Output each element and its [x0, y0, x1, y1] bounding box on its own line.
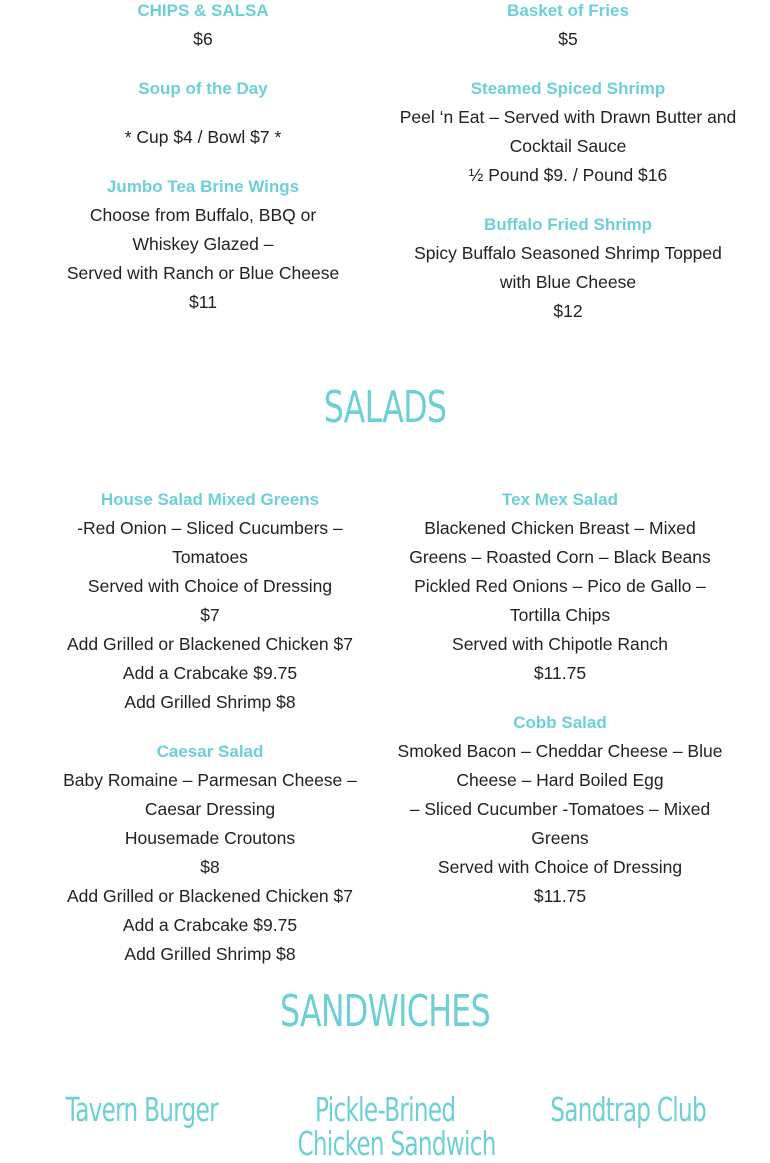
- sandwich-title-tavern-burger: [22, 1090, 262, 1129]
- item-line: Add Grilled or Blackened Chicken $7: [67, 886, 353, 906]
- item-line: with Blue Cheese: [499, 272, 637, 292]
- menu-item: [55, 737, 365, 969]
- item-title: Buffalo Fried Shrimp: [483, 215, 653, 234]
- item-line: Cocktail Sauce: [509, 136, 627, 156]
- item-line: Choose from Buffalo, BBQ or: [89, 205, 317, 225]
- item-line: – Sliced Cucumber -Tomatoes – Mixed: [409, 799, 711, 819]
- salads-right-column: [395, 485, 725, 931]
- item-title: Tex Mex Salad: [502, 490, 618, 509]
- item-price: $5: [558, 29, 578, 49]
- item-line: Add Grilled Shrimp $8: [124, 944, 296, 964]
- sandwich-title-text: Sandtrap Club: [550, 1090, 706, 1129]
- item-title: Steamed Spiced Shrimp: [470, 79, 666, 98]
- item-line: Greens: [531, 828, 589, 848]
- item-line: Served with Chipotle Ranch: [452, 634, 668, 654]
- sandwich-title-line1: Pickle-Brined: [314, 1090, 456, 1129]
- item-price: ½ Pound $9. / Pound $16: [468, 165, 668, 185]
- menu-item: [55, 485, 365, 717]
- item-line: Served with Choice of Dressing: [437, 857, 683, 877]
- appetizers-right-column: [393, 0, 743, 346]
- item-line: Add Grilled Shrimp $8: [124, 692, 296, 712]
- item-line: Served with Ranch or Blue Cheese: [66, 263, 340, 283]
- item-line: Blackened Chicken Breast – Mixed: [424, 518, 696, 538]
- item-line: Peel ‘n Eat – Served with Drawn Butter and: [399, 107, 737, 127]
- item-line: Spicy Buffalo Seasoned Shrimp Topped: [414, 243, 722, 263]
- item-line: Cheese – Hard Boiled Egg: [456, 770, 664, 790]
- item-price: $11.75: [533, 663, 587, 683]
- item-price: * Cup $4 / Bowl $7 *: [124, 127, 282, 147]
- item-line: Caesar Dressing: [144, 799, 276, 819]
- item-title: Basket of Fries: [507, 1, 629, 20]
- item-line: Baby Romaine – Parmesan Cheese –: [63, 770, 357, 790]
- item-price: $7: [200, 605, 220, 625]
- item-price: $11.75: [533, 886, 587, 906]
- sandwich-title-sandtrap-club: [508, 1090, 748, 1129]
- item-price: $8: [200, 857, 220, 877]
- item-title: House Salad Mixed Greens: [100, 490, 320, 509]
- item-line: Add a Crabcake $9.75: [122, 663, 298, 683]
- salads-left-column: [55, 485, 365, 989]
- item-line: -Red Onion – Sliced Cucumbers –: [77, 518, 343, 538]
- item-line: Served with Choice of Dressing: [87, 576, 333, 596]
- item-title: Caesar Salad: [156, 742, 264, 761]
- menu-item: [43, 74, 363, 152]
- menu-item: [395, 708, 725, 911]
- sandwiches-heading: SANDWICHES: [279, 986, 490, 1037]
- sandwich-title-pickle-brined: [255, 1090, 515, 1163]
- menu-item: [43, 0, 363, 54]
- item-title: Jumbo Tea Brine Wings: [106, 177, 300, 196]
- item-line: Add a Crabcake $9.75: [122, 915, 298, 935]
- item-title: Cobb Salad: [513, 713, 607, 732]
- salads-heading: SALADS: [323, 382, 447, 433]
- menu-item: [393, 74, 743, 190]
- sandwich-title-text: Tavern Burger: [65, 1090, 219, 1129]
- menu-item: [393, 0, 743, 54]
- item-line: Pickled Red Onions – Pico de Gallo –: [414, 576, 706, 596]
- item-title: Soup of the Day: [138, 79, 268, 98]
- item-line: Smoked Bacon – Cheddar Cheese – Blue: [397, 741, 723, 761]
- item-line: Add Grilled or Blackened Chicken $7: [67, 634, 353, 654]
- item-price: $12: [553, 301, 583, 321]
- item-line: Whiskey Glazed –: [132, 234, 274, 254]
- appetizers-left-column: [43, 0, 363, 337]
- item-line: Housemade Croutons: [124, 828, 296, 848]
- item-line: Tomatoes: [172, 547, 248, 567]
- item-line: [43, 103, 363, 123]
- item-price: $6: [193, 29, 213, 49]
- item-line: Greens – Roasted Corn – Black Beans: [409, 547, 711, 567]
- sandwich-title-line2: Chicken Sandwich: [297, 1124, 496, 1163]
- menu-item: [43, 172, 363, 317]
- menu-item: [395, 485, 725, 688]
- item-title: CHIPS & SALSA: [137, 1, 269, 20]
- menu-item: [393, 210, 743, 326]
- item-line: Tortilla Chips: [509, 605, 611, 625]
- item-price: $11: [189, 292, 217, 312]
